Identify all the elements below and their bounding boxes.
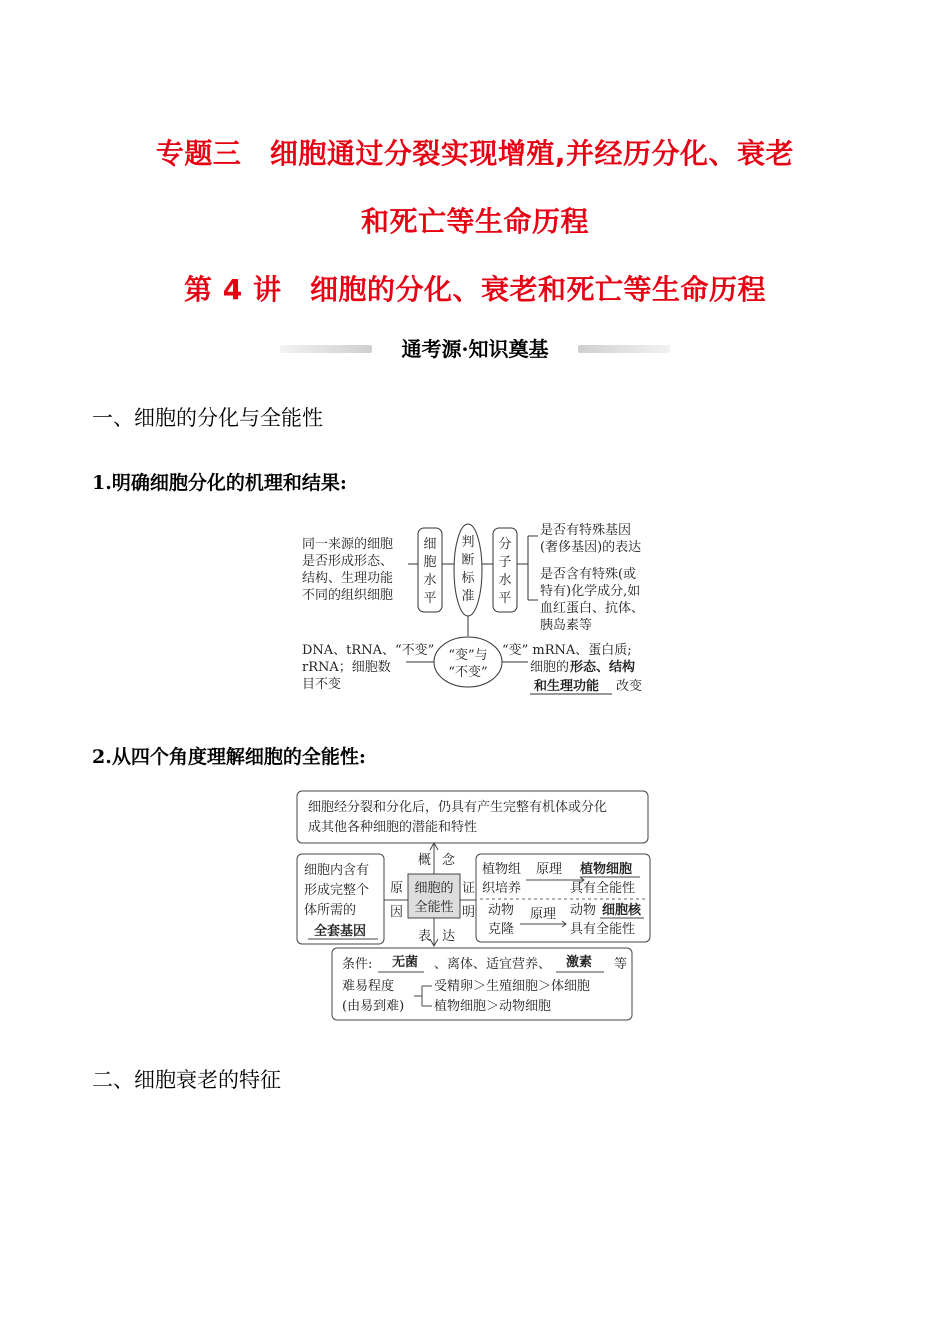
d2-proof-label-1: 明 bbox=[462, 905, 476, 920]
d1-right-bottom-0: 是否含有特殊(或 bbox=[540, 567, 637, 582]
d1-judge-0: 判 bbox=[461, 535, 475, 550]
d1-judge-1: 断 bbox=[461, 553, 475, 568]
d1-left-text-3: 不同的组织细胞 bbox=[302, 588, 394, 603]
d2-animal-answer: 细胞核 bbox=[602, 903, 642, 918]
d2-difficulty-0: 难易程度 bbox=[342, 979, 395, 994]
d1-ellipse-text-0: “变”与 bbox=[448, 648, 488, 663]
d2-difficulty-bracket bbox=[414, 986, 432, 1006]
d2-reason-answer: 全套基因 bbox=[314, 924, 367, 939]
d2-reason-1: 形成完整个 bbox=[304, 883, 370, 898]
d2-plant-answer: 植物细胞 bbox=[580, 862, 633, 877]
d2-cond-mid: 、离体、适宜营养、 bbox=[434, 957, 552, 972]
d1-unchanged-0: DNA、tRNA、“不变” bbox=[302, 643, 435, 658]
d2-animal-result: 具有全能性 bbox=[570, 922, 636, 937]
d1-right-top-0: 是否有特殊基因 bbox=[540, 523, 632, 538]
d2-concept-0: 细胞经分裂和分化后，仍具有产生完整有机体或分化 bbox=[308, 800, 608, 815]
diagram-totipotency bbox=[294, 788, 654, 1024]
d2-diff-line2: 植物细胞＞动物细胞 bbox=[434, 999, 552, 1014]
d2-animal-left-1: 克隆 bbox=[488, 922, 515, 937]
d2-reason-label-0: 原 bbox=[390, 881, 404, 896]
d1-ellipse-text-1: “不变” bbox=[448, 665, 488, 680]
d2-cond-suffix: 等 bbox=[614, 957, 628, 972]
d1-changed-1: “变” mRNA、蛋白质; bbox=[502, 643, 632, 658]
d1-changed-3a: 和生理功能 bbox=[534, 679, 600, 694]
d2-diff-line1: 受精卵＞生殖细胞＞体细胞 bbox=[434, 979, 591, 994]
d2-concept-1: 成其他各种细胞的潜能和特性 bbox=[308, 820, 478, 835]
d1-left-text-1: 是否形成形态、 bbox=[302, 554, 394, 569]
topic-title-line1: 专题三 细胞通过分裂实现增殖,并经历分化、衰老 bbox=[155, 137, 795, 170]
d1-right-top-1: (奢侈基因)的表达 bbox=[540, 540, 642, 555]
d2-cond-answer2: 激素 bbox=[566, 955, 593, 970]
lecture-title: 第 4 讲 细胞的分化、衰老和死亡等生命历程 bbox=[184, 273, 766, 306]
sub-heading-1: 1.明确细胞分化的机理和结果: bbox=[92, 472, 347, 494]
d2-center-1: 全能性 bbox=[414, 900, 454, 915]
d2-reason-0: 细胞内含有 bbox=[304, 863, 370, 878]
d1-cell-level-1: 胞 bbox=[423, 555, 437, 570]
d1-right-bottom-2: 血红蛋白、抗体、 bbox=[540, 601, 645, 616]
d2-animal-principle: 原理 bbox=[530, 907, 557, 922]
d1-mol-level-1: 子 bbox=[498, 555, 512, 570]
d2-animal-left-0: 动物 bbox=[488, 903, 515, 918]
d1-unchanged-1: rRNA；细胞数 bbox=[302, 660, 391, 675]
d1-unchanged-2: 目不变 bbox=[302, 677, 342, 692]
banner-text: 通考源·知识奠基 bbox=[401, 337, 549, 361]
d2-difficulty-1: (由易到难) bbox=[342, 999, 405, 1014]
d2-plant-left-0: 植物组 bbox=[482, 862, 522, 877]
d2-center-0: 细胞的 bbox=[414, 881, 454, 896]
section2-heading: 二、细胞衰老的特征 bbox=[92, 1068, 281, 1092]
d2-reason-label-1: 因 bbox=[390, 905, 404, 920]
d1-left-text-2: 结构、生理功能 bbox=[302, 571, 394, 586]
d1-mol-level-0: 分 bbox=[498, 537, 512, 552]
d2-proof-label-0: 证 bbox=[462, 881, 476, 896]
diagram-differentiation bbox=[296, 518, 666, 700]
section-banner bbox=[280, 334, 670, 364]
d2-reason-2: 体所需的 bbox=[304, 903, 357, 918]
d2-concept-box bbox=[297, 791, 648, 843]
d2-animal-prefix: 动物 bbox=[570, 903, 597, 918]
d1-cell-level-0: 细 bbox=[423, 537, 437, 552]
d2-express-label-0: 表 bbox=[418, 929, 432, 944]
d1-right-bottom-3: 胰岛素等 bbox=[540, 618, 593, 633]
sub-heading-2: 2.从四个角度理解细胞的全能性: bbox=[92, 746, 366, 768]
d2-concept-label-1: 念 bbox=[442, 853, 456, 868]
d1-judge-3: 准 bbox=[461, 589, 475, 604]
d2-cond-answer1: 无菌 bbox=[392, 955, 419, 970]
d1-changed-2a: 细胞的 bbox=[530, 660, 570, 675]
d2-plant-principle: 原理 bbox=[536, 862, 563, 877]
section1-heading: 一、细胞的分化与全能性 bbox=[92, 406, 323, 430]
d1-cell-level-3: 平 bbox=[423, 591, 437, 606]
d1-right-bottom-1: 特有)化学成分,如 bbox=[540, 584, 641, 599]
d2-plant-result: 具有全能性 bbox=[570, 881, 636, 896]
d1-cell-level-2: 水 bbox=[423, 573, 437, 588]
d1-judge-2: 标 bbox=[461, 571, 475, 586]
d1-mol-level-3: 平 bbox=[498, 591, 512, 606]
d1-changed-2b: 形态、结构 bbox=[570, 660, 636, 675]
d2-plant-left-1: 织培养 bbox=[482, 881, 522, 896]
d2-concept-label-0: 概 bbox=[418, 853, 432, 868]
d1-left-text-0: 同一来源的细胞 bbox=[302, 537, 394, 552]
d1-mol-level-2: 水 bbox=[498, 573, 512, 588]
d2-cond-prefix: 条件: bbox=[342, 957, 373, 972]
d1-changed-3b: 改变 bbox=[616, 679, 643, 694]
topic-title-line2: 和死亡等生命历程 bbox=[360, 205, 589, 238]
d2-express-label-1: 达 bbox=[442, 929, 456, 944]
d1-bracket-right bbox=[517, 536, 538, 600]
